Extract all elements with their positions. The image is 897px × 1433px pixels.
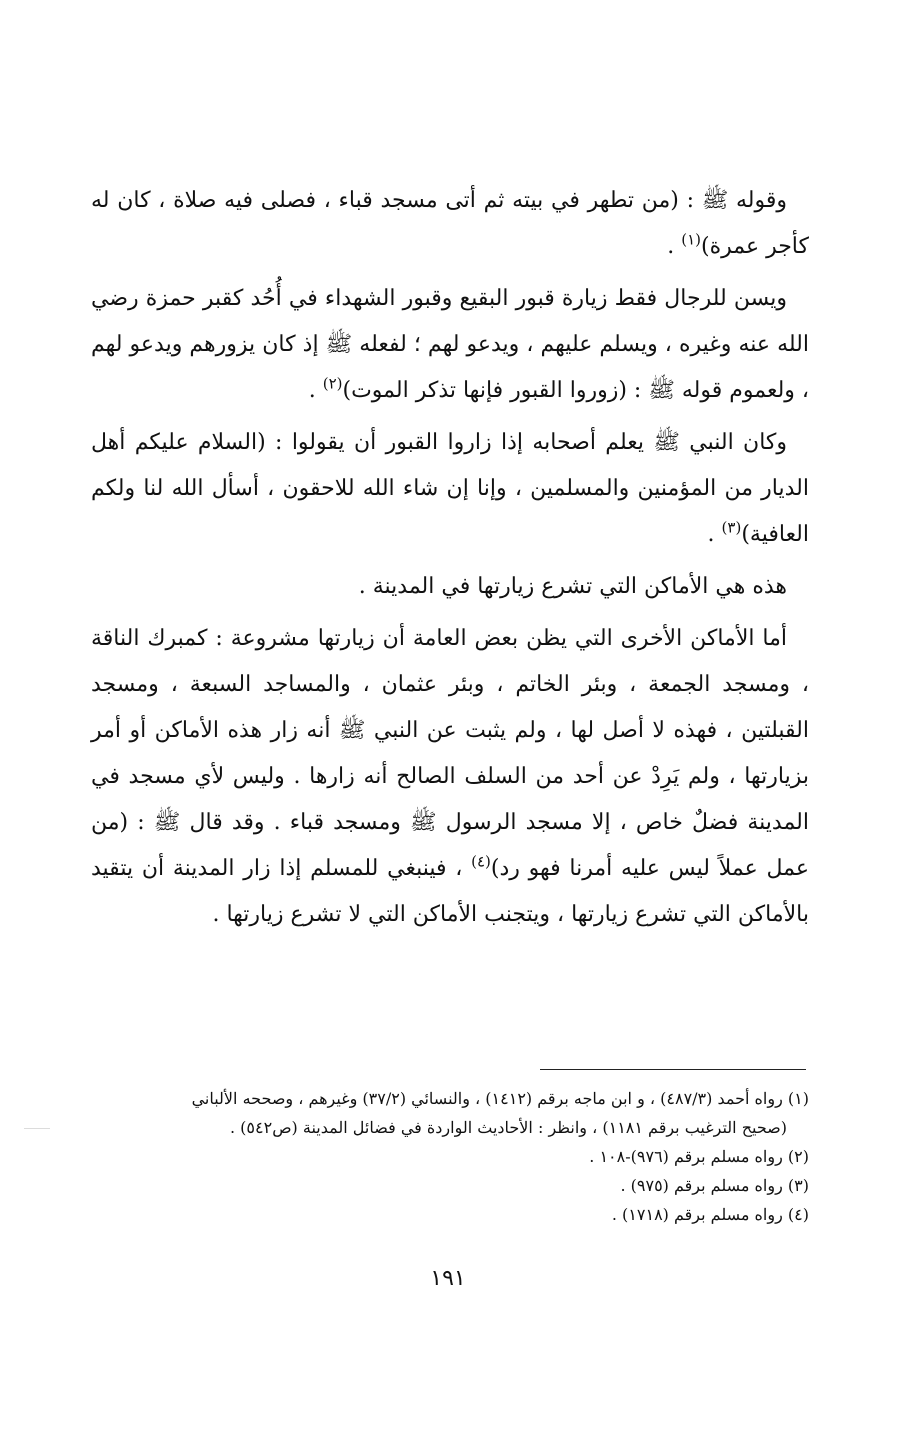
margin-mark: [24, 1128, 50, 1129]
footnote-ref-2: (٢): [322, 374, 343, 393]
paragraph-1-text: وقوله ﷺ : (من تطهر في بيته ثم أتى مسجد قباء ، فصلى فيه صلاة ، كان له كأجر عمرة): [91, 188, 809, 259]
footnote-1: (١) رواه أحمد (٤٨٧/٣) ، و ابن ماجه برقم (١٤١٢) ، والنسائي (٣٧/٢) وغيرهم ، وصححه الألباني: [191, 1089, 809, 1108]
paragraph-2: [91, 276, 809, 414]
footnote-1-continuation: (صحيح الترغيب برقم ١١٨١) ، وانظر : الأحاديث الواردة في فضائل المدينة (ص٥٤٢) .: [229, 1118, 787, 1137]
footnotes: [89, 1084, 809, 1229]
paragraph-4-text: هذه هي الأماكن التي تشرع زيارتها في المدينة .: [358, 574, 787, 599]
footnote-ref-4: (٤): [471, 852, 491, 871]
paragraph-1-tail: .: [667, 234, 682, 259]
paragraph-3: [91, 420, 809, 558]
footnote-4: (٤) رواه مسلم برقم (١٧١٨) .: [611, 1205, 809, 1224]
paragraph-5: [91, 616, 809, 938]
main-text: [91, 178, 809, 944]
footnote-ref-3: (٣): [721, 518, 742, 537]
footnote-ref-1: (١): [681, 230, 701, 249]
footnote-2: (٢) رواه مسلم برقم (٩٧٦)-١٠٨ .: [589, 1147, 809, 1166]
paragraph-5-tail: ، فينبغي للمسلم إذا زار المدينة أن يتقيد بالأماكن التي تشرع زيارتها ، ويتجنب الأماكن التي لا تشرع زيارتها .: [91, 856, 809, 927]
paragraph-5-text: أما الأماكن الأخرى التي يظن بعض العامة أن زيارتها مشروعة : كمبرك الناقة ، ومسجد الجمعة ، وبئر الخاتم ، وبئر عثمان ، والمساجد السبعة ، ومسجد القبلتين ، فهذه لا أصل لها ، ولم يثبت عن النبي ﷺ أنه زار هذه الأماكن أو أمر بزيارتها ، ولم يَرِدْ عن أحد من السلف الصالح أنه زارها . وليس لأي مسجد في المدينة فضلٌ خاص ، إلا مسجد الرسول ﷺ ومسجد قباء . وقد قال ﷺ : (من عمل عملاً ليس عليه أمرنا فهو رد): [91, 626, 809, 881]
paragraph-3-text: وكان النبي ﷺ يعلم أصحابه إذا زاروا القبور أن يقولوا : (السلام عليكم أهل الديار من المؤمنين والمسلمين ، وإنا إن شاء الله للاحقون ، أسأل الله لنا ولكم العافية): [91, 430, 809, 547]
page-number: ١٩١: [430, 1266, 466, 1291]
paragraph-1: [91, 178, 809, 270]
footnote-3: (٣) رواه مسلم برقم (٩٧٥) .: [620, 1176, 809, 1195]
paragraph-4: [91, 564, 809, 610]
paragraph-3-tail: .: [707, 522, 722, 547]
footnote-separator: [540, 1069, 806, 1070]
paragraph-2-text: ويسن للرجال فقط زيارة قبور البقيع وقبور الشهداء في أُحُد كقبر حمزة رضي الله عنه وغيره ، ويسلم عليهم ، ويدعو لهم ؛ لفعله ﷺ إذ كان يزورهم ويدعو لهم ، ولعموم قوله ﷺ : (زوروا القبور فإنها تذكر الموت): [91, 286, 809, 403]
paragraph-2-tail: .: [308, 378, 323, 403]
